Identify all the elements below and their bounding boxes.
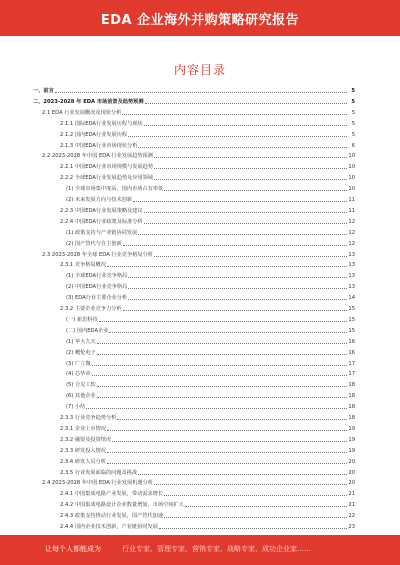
toc-dot-leader [92, 365, 347, 366]
toc-entry[interactable] [33, 479, 355, 487]
toc-dot-leader [154, 484, 347, 485]
toc-page-number: 11 [348, 207, 355, 214]
toc-entry-label: 2.1.3 中国EDA行业市场现状分析 [60, 142, 138, 149]
toc-dot-leader [145, 103, 347, 104]
table-of-contents [33, 87, 355, 543]
toc-dot-leader [107, 430, 347, 431]
toc-page-number: 21 [348, 491, 355, 498]
toc-entry-label: (4) 芯华章 [66, 371, 91, 378]
toc-entry-label: 2.2 2023-2028 年中国 EDA 行业发展趋势预测 [42, 153, 153, 160]
toc-page-number: 20 [348, 480, 355, 487]
toc-dot-leader [107, 266, 347, 267]
toc-dot-leader [154, 179, 347, 180]
toc-entry[interactable] [33, 305, 355, 313]
toc-entry-label: (2) 未来发展方向与技术创新 [66, 197, 133, 203]
toc-dot-leader [144, 212, 347, 213]
toc-dot-leader [97, 386, 347, 387]
toc-entry[interactable] [33, 370, 355, 378]
toc-page-number: 16 [348, 349, 355, 356]
toc-entry-label: (二) 国内EDA企业 [66, 327, 109, 334]
toc-page-number: 23 [348, 524, 355, 530]
toc-entry-label: (2) 概伦电子 [66, 349, 96, 356]
toc-entry[interactable] [33, 163, 355, 171]
toc-entry[interactable] [33, 207, 355, 215]
toc-page-number: 5 [351, 120, 355, 127]
toc-entry-label: (2) 国产替代与自主创新 [66, 240, 122, 247]
toc-entry[interactable] [33, 490, 355, 498]
toc-entry[interactable] [33, 174, 355, 182]
toc-page-number: 15 [348, 306, 355, 312]
toc-entry[interactable] [33, 261, 355, 269]
toc-dot-leader [128, 277, 347, 278]
toc-entry-label: 2.2.2 全球EDA行业发展趋势及应用领域 [60, 175, 154, 182]
toc-dot-leader [107, 463, 347, 464]
toc-entry-label: 2.2.3 中国EDA行业发展策略及建议 [60, 207, 143, 214]
toc-dot-leader [128, 136, 347, 137]
toc-dot-leader [99, 321, 347, 322]
toc-page-number: 10 [348, 175, 355, 182]
toc-entry-label: 2.3.1 竞争格局概况 [60, 262, 106, 269]
toc-dot-leader [138, 474, 347, 475]
toc-dot-leader [144, 125, 347, 126]
toc-entry-label: 二、2023-2028 年 EDA 市场前景及趋势预测 [33, 98, 144, 105]
toc-page-number: 17 [348, 360, 355, 367]
toc-entry-label: 2.3.2 主要企业竞争力分析 [60, 306, 122, 312]
toc-page-number: 13 [348, 262, 355, 269]
toc-entry-label: (3) 广立微 [66, 360, 91, 367]
toc-page-number: 16 [348, 338, 355, 345]
toc-page-number: 10 [348, 164, 355, 171]
toc-page-number: 20 [348, 458, 355, 465]
toc-entry[interactable] [33, 316, 355, 324]
toc-page-number: 13 [348, 273, 355, 280]
toc-dot-leader [164, 517, 347, 518]
toc-page-number: 5 [351, 98, 355, 105]
document-title: EDA 企业海外并购策略研究报告 [100, 13, 300, 28]
toc-entry[interactable] [33, 272, 355, 280]
toc-page-number: 5 [351, 88, 355, 94]
toc-entry-label: 2.3 2023-2028 年全球 EDA 行业竞争格局分析 [42, 251, 153, 258]
toc-dot-leader [92, 375, 347, 376]
toc-entry[interactable] [33, 349, 355, 357]
toc-entry-label: (一) 新思科技 [66, 316, 98, 323]
toc-entry-label: 一、前言 [33, 88, 54, 94]
toc-page-number: 12 [348, 229, 355, 236]
toc-entry-label: 2.4 2023-2028 年中国 EDA 行业发展机遇分析 [42, 480, 153, 487]
toc-heading: 内容目录 [173, 63, 226, 77]
toc-entry-label: 2.4.2 中国集成电路设计企业数量增加，市场空间扩大 [60, 502, 184, 509]
toc-dot-leader [154, 256, 347, 257]
toc-dot-leader [128, 288, 347, 289]
toc-entry-label: 2.3.3 行业竞争趋势分析 [60, 415, 117, 421]
toc-dot-leader [123, 310, 347, 311]
toc-entry[interactable] [33, 447, 355, 455]
toc-entry[interactable] [33, 120, 355, 128]
toc-page-number: 10 [348, 186, 355, 193]
toc-page-number: 6 [351, 142, 355, 149]
toc-entry-label: 2.1.2 国内EDA行业发展历程 [60, 131, 128, 138]
toc-page-number: 13 [348, 251, 355, 258]
toc-entry[interactable] [33, 218, 355, 226]
toc-page-number: 18 [348, 382, 355, 389]
toc-entry-label: (1) 华大九天 [66, 338, 96, 345]
toc-page-number: 21 [348, 502, 355, 509]
header-bar [0, 0, 400, 36]
toc-page-number: 19 [348, 447, 355, 454]
toc-page-number: 17 [348, 371, 355, 378]
toc-entry[interactable] [33, 523, 355, 531]
toc-dot-leader [122, 114, 347, 115]
toc-entry[interactable] [33, 109, 355, 117]
toc-dot-leader [107, 452, 347, 453]
toc-entry-label: 2.3.5 行业发展面临的问题及挑战 [60, 469, 138, 476]
toc-page-number: 15 [348, 316, 355, 323]
toc-dot-leader [164, 190, 347, 191]
toc-entry[interactable] [33, 152, 355, 160]
toc-entry[interactable] [33, 327, 355, 335]
toc-page-number: 18 [348, 404, 355, 411]
toc-page-number: 10 [348, 153, 355, 160]
toc-dot-leader [109, 332, 347, 333]
toc-dot-leader [128, 299, 347, 300]
toc-entry-label: (7) 小结 [66, 404, 86, 411]
toc-page-number: 18 [348, 415, 355, 421]
toc-entry-label: (6) 其他企业 [66, 393, 96, 400]
toc-entry-label: (1) 全球EDA行业竞争格局 [66, 273, 128, 280]
toc-entry-label: (1) 政策支持与产业链协同发展 [66, 229, 138, 236]
toc-entry-label: 2.2.1 中国EDA行业市场规模与发展趋势 [60, 164, 154, 171]
toc-page-number: 20 [348, 469, 355, 476]
toc-entry-label: 2.3.4 研发人员分析 [60, 458, 106, 465]
toc-entry[interactable] [33, 251, 355, 259]
toc-dot-leader [138, 147, 347, 148]
toc-entry[interactable] [33, 283, 355, 291]
toc-entry-label: (2) 中国EDA行业竞争格局 [66, 284, 128, 291]
toc-dot-leader [55, 92, 347, 93]
toc-entry-label: 2.1 EDA 行业发展概况及现状分析 [42, 109, 122, 116]
toc-dot-leader [97, 343, 347, 344]
toc-entry-label: 2.4.3 政策支持推动行业发展，国产替代加速 [60, 513, 164, 520]
toc-entry[interactable] [33, 142, 355, 150]
toc-entry[interactable] [33, 360, 355, 368]
toc-entry[interactable] [33, 185, 355, 193]
toc-entry[interactable] [33, 425, 355, 433]
toc-dot-leader [154, 157, 347, 158]
toc-dot-leader [138, 234, 347, 235]
toc-entry[interactable] [33, 87, 355, 95]
toc-entry[interactable] [33, 469, 355, 477]
toc-dot-leader [97, 397, 347, 398]
toc-entry-label: 2.3.3 研发投入情况 [60, 447, 106, 454]
toc-dot-leader [97, 354, 347, 355]
toc-entry[interactable] [33, 501, 355, 509]
toc-entry-label: 2.3.1 企业上市情况 [60, 425, 106, 432]
toc-entry-label: 2.3.2 融资及投资情况 [60, 436, 112, 443]
toc-entry[interactable] [33, 229, 355, 237]
toc-entry-label: 2.2.4 中国EDA行业政策及标准分析 [60, 218, 143, 225]
toc-page-number: 5 [351, 131, 355, 138]
toc-page-number: 13 [348, 284, 355, 291]
footer-tagline: 行业专家、管理专家、营销专家、战略专家、成功企业家…… [122, 545, 311, 553]
toc-entry-label: (3) EDA行业主要企业分析 [66, 295, 128, 302]
toc-dot-leader [154, 168, 347, 169]
toc-entry-label: 2.4.4 国内企业技术创新，产业链协同发展 [60, 524, 158, 530]
toc-entry[interactable] [33, 381, 355, 389]
toc-page-number: 15 [348, 327, 355, 334]
toc-dot-leader [117, 419, 347, 420]
footer-bar [0, 535, 400, 565]
toc-dot-leader [159, 528, 347, 529]
toc-entry-label: 2.4.1 中国集成电路产业发展，带动需求增长 [60, 491, 164, 498]
toc-entry[interactable] [33, 240, 355, 248]
toc-entry-label: (5) 合见工软 [66, 382, 96, 389]
toc-entry[interactable] [33, 403, 355, 411]
toc-dot-leader [112, 441, 347, 442]
toc-entry[interactable] [33, 196, 355, 204]
toc-page-number: 11 [348, 197, 355, 203]
toc-entry[interactable] [33, 458, 355, 466]
toc-dot-leader [86, 408, 347, 409]
toc-entry[interactable] [33, 338, 355, 346]
toc-entry-label: 2.1.1 国际EDA行业发展历程与现状 [60, 120, 143, 127]
toc-page-number: 12 [348, 218, 355, 225]
toc-page-number: 5 [351, 109, 355, 116]
toc-dot-leader [164, 495, 347, 496]
toc-dot-leader [185, 506, 347, 507]
toc-page-number: 22 [348, 513, 355, 520]
toc-entry[interactable] [33, 98, 355, 106]
toc-dot-leader [144, 223, 347, 224]
toc-page-number: 19 [348, 425, 355, 432]
footer-slogan: 让每个人都能成为 [45, 545, 101, 553]
toc-page-number: 19 [348, 436, 355, 443]
toc-entry[interactable] [33, 414, 355, 422]
toc-entry[interactable] [33, 512, 355, 520]
toc-page-number: 12 [348, 240, 355, 247]
toc-entry[interactable] [33, 294, 355, 302]
toc-entry[interactable] [33, 392, 355, 400]
toc-dot-leader [133, 201, 347, 202]
toc-entry-label: (1) 全球市场集中度高，国内市场占有率低 [66, 186, 164, 193]
toc-entry[interactable] [33, 131, 355, 139]
toc-entry[interactable] [33, 436, 355, 444]
toc-page-number: 18 [348, 393, 355, 400]
toc-dot-leader [123, 245, 347, 246]
toc-page-number: 14 [348, 295, 355, 302]
